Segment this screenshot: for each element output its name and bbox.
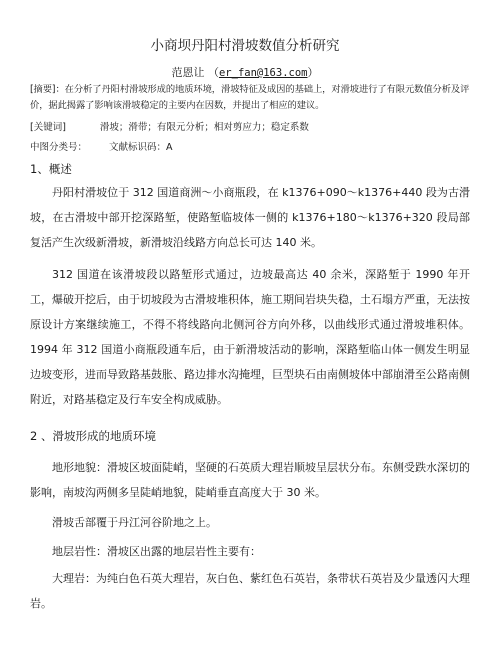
author-email-link[interactable]: er_fan@163.com [218,67,308,79]
abstract [30,82,470,114]
document-code: 文献标识码：A [109,142,173,153]
author-name: 范恩让 [171,66,205,79]
section-2-paragraph: 地层岩性：滑坡区出露的地层岩性主要有： [52,545,261,558]
section-1-paragraph: 丹阳村滑坡位于 312 国道商洲～小商瓶段，在 k1376+090～k1376+440 段为古滑坡，在古滑坡中部开挖深路堑，使路堑临坡体一侧的 k1376+180～k1376+320 段局部复活产生次级新滑坡，新滑坡沿线路方向总长可达 140 米。 [30,186,470,249]
section-2-paragraph: 大理岩：为纯白色石英大理岩，灰白色、紫红色石英岩，条带状石英岩及少量透闪大理岩。 [30,572,470,610]
abstract-label: [摘要]： [30,84,65,95]
email-open: （ [207,66,219,79]
abstract-text: 在分析了丹阳村滑坡形成的地质环境，滑坡特征及成因的基础上，对滑坡进行了有限元数值分析及评价，据此揭露了影响该滑坡稳定的主要内在因数，并提出了相应的建议。 [30,84,470,111]
keywords-text: 滑坡；滑带；有限元分析；相对剪应力；稳定系数 [99,122,309,133]
paper-title: 小商坝丹阳村滑坡数值分析研究 [150,38,340,54]
section-2-paragraph: 滑坡舌部覆于丹江河谷阶地之上。 [52,516,217,529]
author-line [0,64,490,80]
keywords-label: [关键词] [30,122,66,133]
classification-line [30,140,470,156]
section-heading-1: 1、概述 [30,162,72,176]
section-2-paragraph: 地形地貌：滑坡区坡面陡峭，坚硬的石英质大理岩顺坡呈层状分布。东侧受跌水深切的影响，南坡沟两侧多呈陡峭地貌，陡峭垂直高度大于 30 米。 [30,461,470,499]
email-close: ） [307,66,319,79]
section-1-paragraph: 312 国道在该滑坡段以路堑形式通过，边坡最高达 40 余米，深路堑于 1990 年开工，爆破开挖后，由于切坡段为古滑坡堆积体，施工期间岩块失稳，土石塌方严重，无法按原设计方案继续施工，不得不将线路向北侧河谷方向外移，以曲线形式通过滑坡堆积体。1994 年 312 国道小商瓶段通车后，由于新滑坡活动的影响，深路堑临山体一侧发生明显边坡变形，进而导致路基鼓胀、路边排水沟掩埋，巨型块石由南侧坡体中部崩滑至公路南侧附近，对路基稳定及行车安全构成威胁。 [30,268,470,406]
classification-label: 中图分类号： [30,142,88,153]
section-heading-2: 2 、滑坡形成的地质环境 [30,429,156,443]
keywords [30,120,470,136]
